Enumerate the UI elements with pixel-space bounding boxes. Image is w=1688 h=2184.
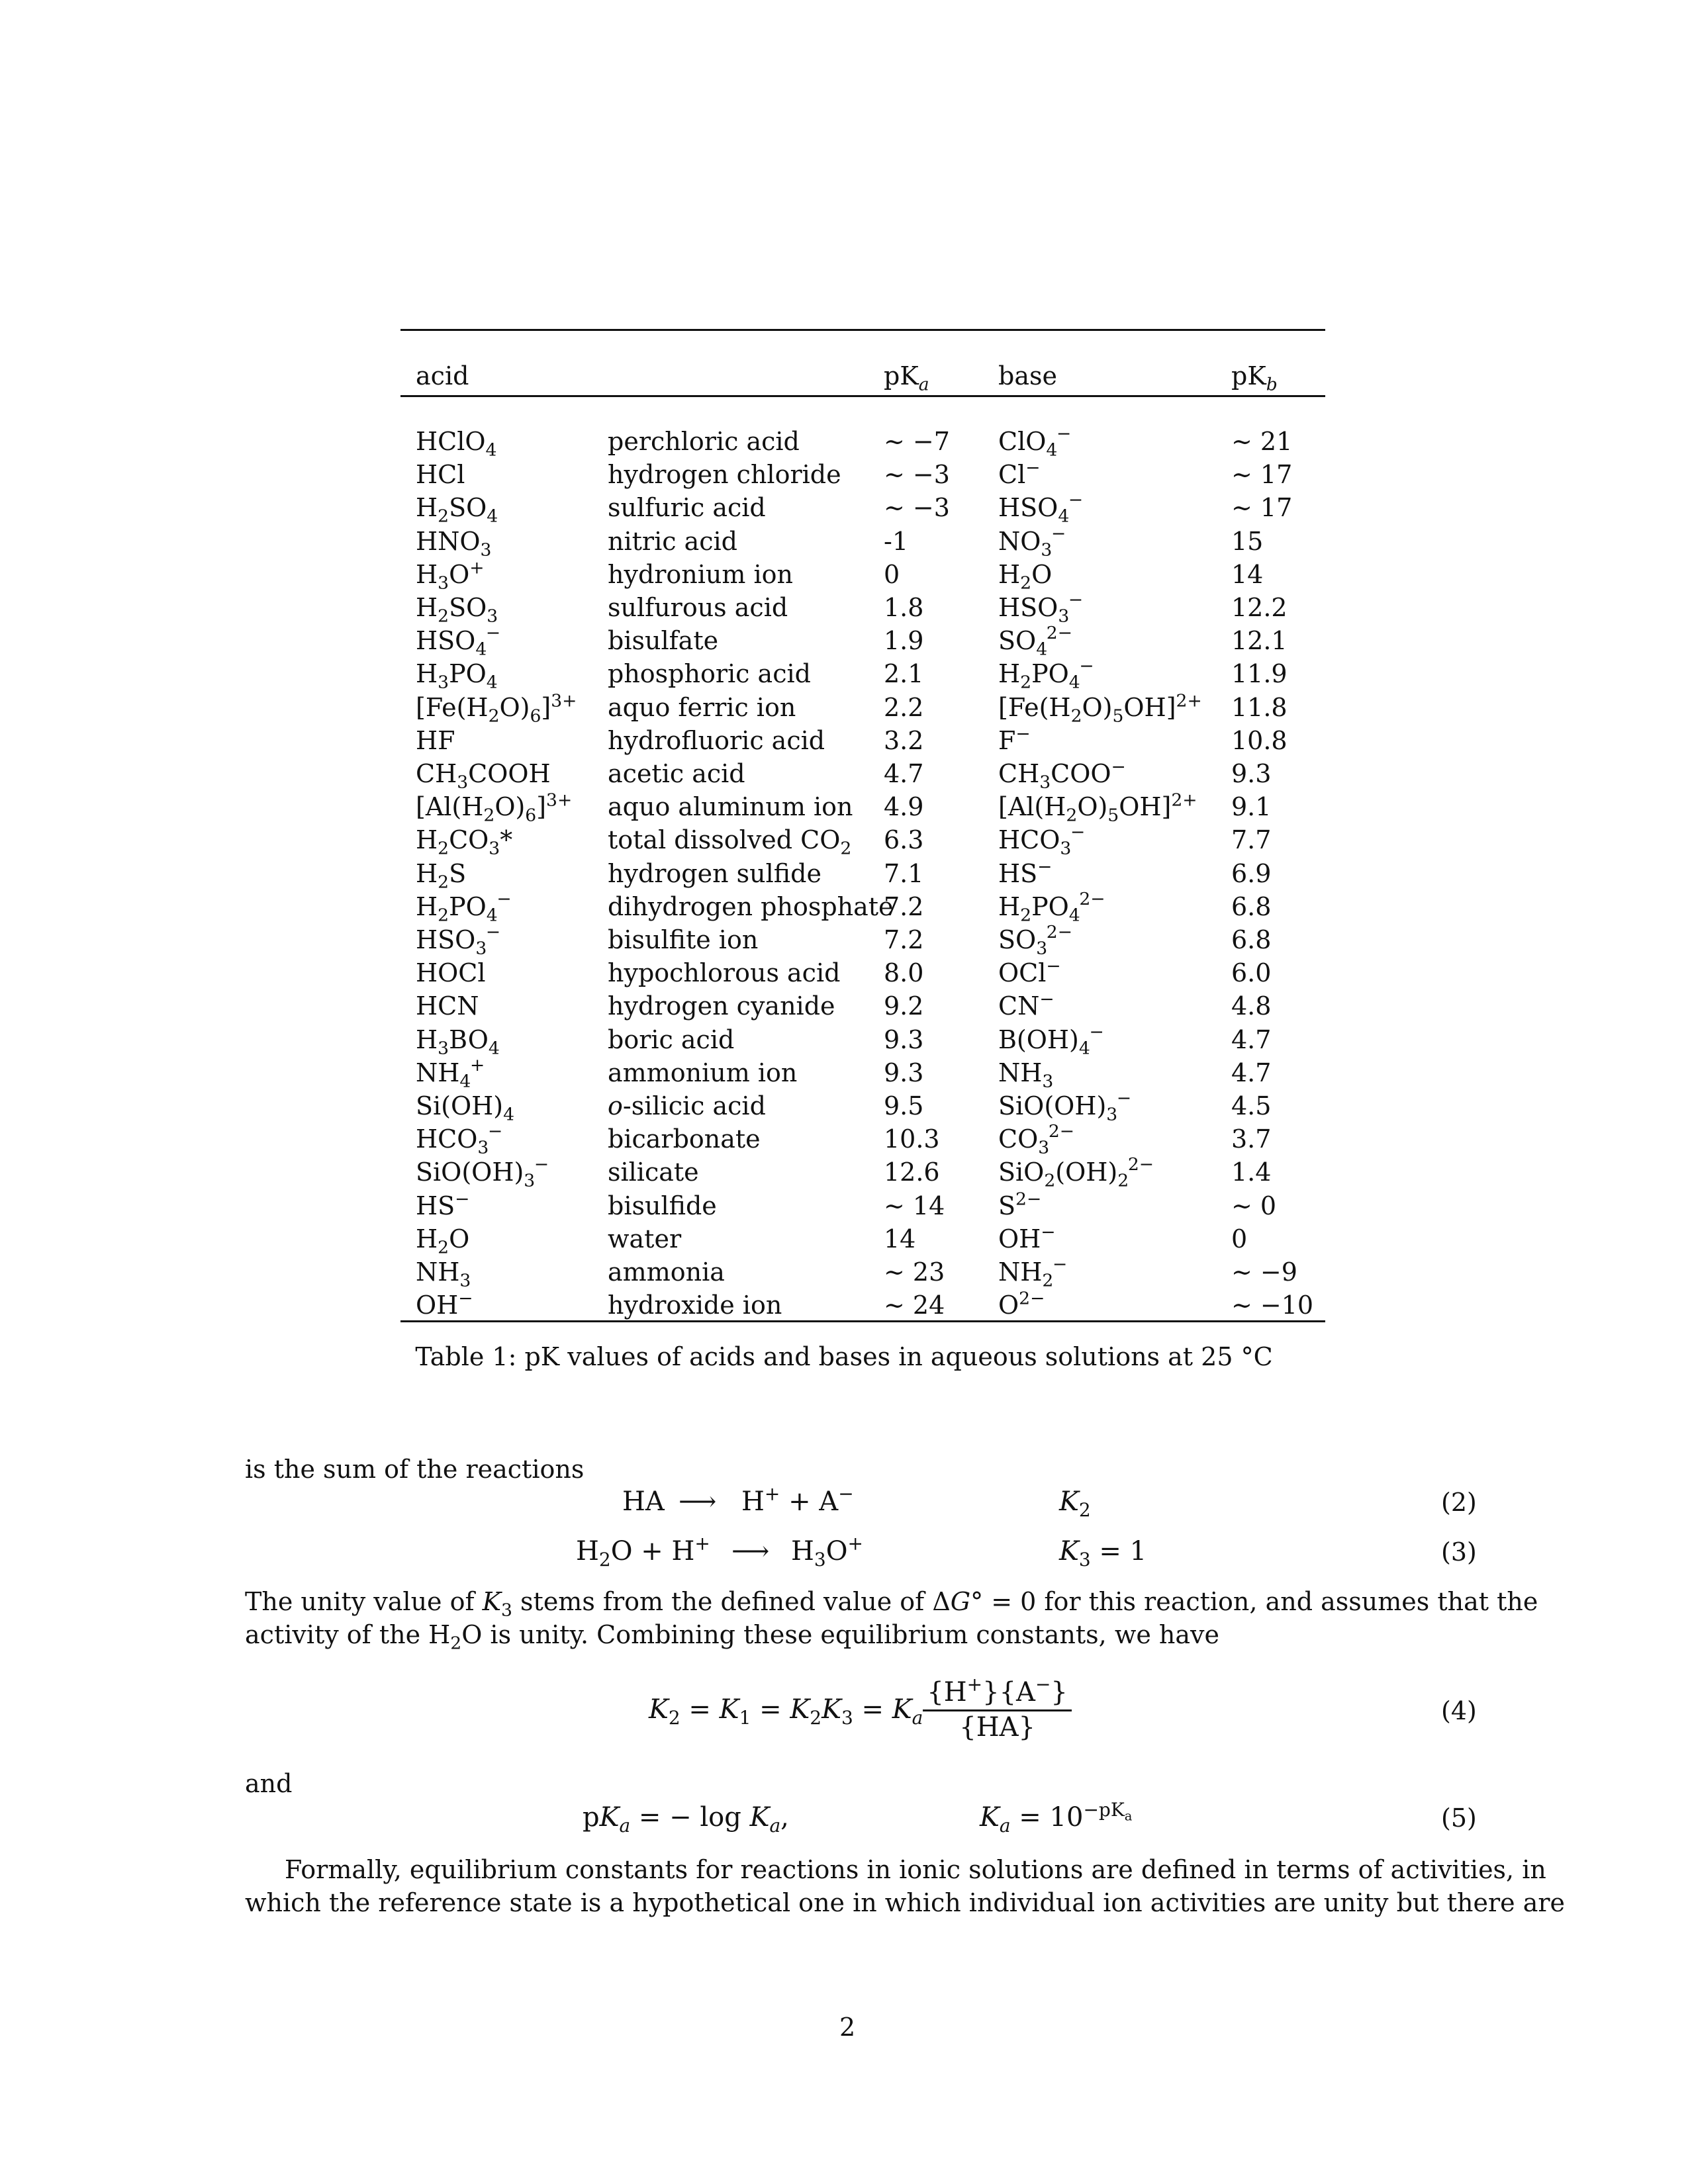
cell-pkb: 0 bbox=[1231, 1224, 1248, 1253]
eq2-lhs: HA bbox=[622, 1486, 665, 1517]
eq3-constant: $K_3 = 1$ bbox=[1059, 1536, 1147, 1570]
cell-pka: ∼ −3 bbox=[884, 493, 950, 523]
cell-base: $NH_3$ bbox=[998, 1058, 1054, 1092]
cell-base: OCl− bbox=[998, 956, 1061, 988]
cell-pka: 7.1 bbox=[884, 858, 924, 888]
table-row bbox=[400, 623, 1325, 660]
cell-base: $H_2O$ bbox=[998, 559, 1053, 594]
cell-pkb: 9.3 bbox=[1231, 759, 1272, 788]
table-row bbox=[400, 557, 1325, 594]
table-row bbox=[400, 1122, 1325, 1156]
cell-name: ammonia bbox=[608, 1257, 725, 1287]
eq4 bbox=[649, 1673, 1072, 1746]
cell-pkb: ∼ −10 bbox=[1231, 1291, 1314, 1320]
cell-name: acetic acid bbox=[608, 759, 745, 788]
table-row bbox=[400, 1088, 1325, 1125]
cell-pka: 0 bbox=[884, 559, 900, 589]
cell-base: F− bbox=[998, 723, 1031, 755]
cell-pka: 9.3 bbox=[884, 1058, 924, 1087]
cell-name: hydronium ion bbox=[608, 559, 794, 589]
table-header bbox=[400, 359, 1325, 395]
header-pkb: $pK_b$ bbox=[1231, 361, 1278, 395]
table-row bbox=[400, 888, 1325, 926]
cell-base: Cl− bbox=[998, 457, 1041, 490]
eq5-pka: $pK_a$ = − $\log K_a$, bbox=[583, 1802, 789, 1837]
cell-pkb: ∼ 17 bbox=[1231, 493, 1293, 523]
cell-pka: ∼ 23 bbox=[884, 1257, 945, 1287]
cell-pka: ∼ 24 bbox=[884, 1291, 945, 1320]
cell-acid: $H_3O^+$ bbox=[416, 557, 485, 594]
cell-name: sulfuric acid bbox=[608, 493, 766, 523]
table-row bbox=[400, 956, 1325, 989]
page-number: 2 bbox=[839, 2013, 856, 2042]
cell-pkb: 4.7 bbox=[1231, 1058, 1272, 1087]
eq5-number: (5) bbox=[1441, 1803, 1477, 1833]
cell-acid: HCl bbox=[416, 460, 465, 490]
cell-pka: 9.2 bbox=[884, 991, 924, 1021]
eq5-ka: $K_a = 10^{-pK_a}$ bbox=[980, 1798, 1133, 1837]
cell-name: total dissolved $CO_2$ bbox=[608, 825, 852, 859]
cell-acid: HOCl bbox=[416, 958, 486, 988]
table-row bbox=[400, 989, 1325, 1023]
cell-base: OH− bbox=[998, 1222, 1056, 1253]
table-row bbox=[400, 656, 1325, 693]
table-row bbox=[400, 690, 1325, 727]
cell-pka: 4.9 bbox=[884, 792, 924, 822]
cell-pka: 1.8 bbox=[884, 593, 924, 622]
eq4-denominator: {HA} bbox=[959, 1711, 1035, 1743]
cell-pka: 12.6 bbox=[884, 1158, 940, 1187]
cell-base: $H_2PO_4-$ bbox=[998, 656, 1094, 693]
cell-pkb: 3.7 bbox=[1231, 1124, 1272, 1154]
cell-acid: $H_2S$ bbox=[416, 858, 467, 893]
cell-acid: $HNO_3$ bbox=[416, 526, 492, 561]
cell-pka: 10.3 bbox=[884, 1124, 940, 1154]
cell-pkb: 15 bbox=[1231, 526, 1264, 556]
cell-name: o-silicic acid bbox=[608, 1091, 766, 1120]
cell-acid: $NH_3$ bbox=[416, 1257, 471, 1291]
cell-pka: ∼ −3 bbox=[884, 460, 950, 490]
table-row bbox=[400, 1054, 1325, 1092]
cell-pkb: 14 bbox=[1231, 559, 1264, 589]
cell-acid: HS− bbox=[416, 1188, 470, 1220]
cell-pkb: 1.4 bbox=[1231, 1158, 1272, 1187]
cell-pka: 1.9 bbox=[884, 626, 924, 656]
cell-base: $CH_3COO^-$ bbox=[998, 756, 1126, 793]
cell-base: $NO_3-$ bbox=[998, 523, 1066, 561]
cell-pkb: 4.7 bbox=[1231, 1024, 1272, 1054]
cell-pka: 9.3 bbox=[884, 1024, 924, 1054]
cell-base: $[Fe(H_2O)_5OH]^{2+}$ bbox=[998, 690, 1202, 727]
cell-pkb: ∼ −9 bbox=[1231, 1257, 1297, 1287]
header-acid: acid bbox=[416, 361, 469, 390]
table-row bbox=[400, 1021, 1325, 1059]
header-pka: $pK_a$ bbox=[884, 361, 929, 395]
cell-pkb: 11.8 bbox=[1231, 692, 1288, 722]
cell-acid: OH− bbox=[416, 1288, 473, 1320]
table-row bbox=[400, 922, 1325, 959]
cell-name: sulfurous acid bbox=[608, 593, 788, 622]
table-row bbox=[400, 424, 1325, 461]
eq2-arrow: ⟶ bbox=[679, 1486, 717, 1517]
cell-acid: $[Al(H_2O)_6]^{3+}$ bbox=[416, 790, 573, 826]
cell-pka: 2.2 bbox=[884, 692, 924, 722]
cell-pkb: 6.0 bbox=[1231, 958, 1272, 988]
eq2-constant: $K_2$ bbox=[1059, 1486, 1091, 1521]
eq3-lhs: $H_2O + H^+$ bbox=[576, 1532, 710, 1570]
table-row bbox=[400, 756, 1325, 793]
table-row bbox=[400, 1289, 1325, 1322]
table-row bbox=[400, 790, 1325, 826]
cell-pka: 8.0 bbox=[884, 958, 924, 988]
cell-name: bisulfide bbox=[608, 1191, 717, 1220]
cell-base: $SO_32-$ bbox=[998, 922, 1072, 959]
cell-name: hydrogen cyanide bbox=[608, 991, 835, 1021]
cell-base: $HSO_4-$ bbox=[998, 490, 1084, 527]
cell-acid: $H_2CO_3*$ bbox=[416, 825, 513, 859]
table-row bbox=[400, 1222, 1325, 1258]
cell-name: boric acid bbox=[608, 1024, 735, 1054]
cell-acid: HCN bbox=[416, 991, 479, 1021]
table-row bbox=[400, 523, 1325, 561]
eq3-arrow: ⟶ bbox=[731, 1536, 770, 1567]
cell-base: CN− bbox=[998, 989, 1055, 1021]
cell-name: bicarbonate bbox=[608, 1124, 761, 1154]
cell-name: hydrogen sulfide bbox=[608, 858, 821, 888]
cell-base: $[Al(H_2O)_5OH]^{2+}$ bbox=[998, 790, 1197, 826]
cell-base: ClO$_4$− bbox=[998, 424, 1072, 461]
cell-base: $H_2PO_42-$ bbox=[998, 888, 1105, 926]
cell-acid: $NH_4+$ bbox=[416, 1054, 485, 1092]
cell-acid: $H_2SO_4$ bbox=[416, 493, 498, 527]
cell-pkb: 6.8 bbox=[1231, 925, 1272, 954]
cell-pka: 7.2 bbox=[884, 891, 924, 921]
table-row bbox=[400, 1156, 1325, 1189]
eq4-number: (4) bbox=[1441, 1696, 1477, 1725]
paragraph-2-line-2: which the reference state is a hypothetical one in which individual ion activities are unity but there are bbox=[245, 1888, 1565, 1917]
header-base: base bbox=[998, 361, 1057, 390]
cell-base: $S^{2-}$ bbox=[998, 1188, 1042, 1220]
table-row bbox=[400, 724, 1325, 757]
cell-base: $O^{2-}$ bbox=[998, 1288, 1045, 1320]
cell-base: $SiO_2(OH)_22-$ bbox=[998, 1154, 1154, 1191]
cell-name: nitric acid bbox=[608, 526, 737, 556]
cell-pkb: 12.1 bbox=[1231, 626, 1288, 656]
cell-name: perchloric acid bbox=[608, 427, 800, 456]
cell-name: hydrofluoric acid bbox=[608, 725, 825, 755]
cell-base: $NH_2-$ bbox=[998, 1254, 1068, 1291]
cell-acid: $CH_3COOH$ bbox=[416, 759, 551, 793]
cell-name: ammonium ion bbox=[608, 1058, 798, 1087]
cell-acid: HClO$_4$ bbox=[416, 427, 497, 461]
cell-base: $SO_42-$ bbox=[998, 623, 1072, 660]
cell-acid: $SiO(OH)_3-$ bbox=[416, 1154, 549, 1191]
cell-base: $B(OH)_4-$ bbox=[998, 1021, 1104, 1059]
cell-pkb: 4.8 bbox=[1231, 991, 1272, 1021]
cell-name: aquo aluminum ion bbox=[608, 792, 853, 822]
cell-name: phosphoric acid bbox=[608, 659, 811, 689]
cell-pkb: 4.5 bbox=[1231, 1091, 1272, 1120]
cell-acid: $H_2PO_4-$ bbox=[416, 888, 512, 926]
cell-pka: ∼ −7 bbox=[884, 427, 950, 456]
cell-pkb: ∼ 21 bbox=[1231, 427, 1293, 456]
table-row bbox=[400, 490, 1325, 527]
cell-base: HS− bbox=[998, 856, 1053, 888]
cell-pkb: 10.8 bbox=[1231, 725, 1288, 755]
cell-name: hydroxide ion bbox=[608, 1291, 782, 1320]
cell-pkb: 12.2 bbox=[1231, 593, 1288, 622]
cell-pkb: ∼ 0 bbox=[1231, 1191, 1277, 1220]
cell-name: dihydrogen phosphate bbox=[608, 891, 894, 921]
cell-base: $SiO(OH)_3-$ bbox=[998, 1088, 1132, 1125]
cell-name: hypochlorous acid bbox=[608, 958, 841, 988]
cell-pka: 9.5 bbox=[884, 1091, 924, 1120]
cell-pkb: 6.9 bbox=[1231, 858, 1272, 888]
table-row bbox=[400, 1189, 1325, 1222]
table-caption: Table 1: pK values of acids and bases in aqueous solutions at 25 °C bbox=[415, 1342, 1273, 1371]
cell-name: bisulfite ion bbox=[608, 925, 759, 954]
cell-name: water bbox=[608, 1224, 682, 1253]
table-row bbox=[400, 856, 1325, 893]
cell-pka: 3.2 bbox=[884, 725, 924, 755]
paragraph-2-line-1: Formally, equilibrium constants for reactions in ionic solutions are defined in terms of activities, in bbox=[285, 1855, 1546, 1884]
cell-name: silicate bbox=[608, 1158, 699, 1187]
cell-name: hydrogen chloride bbox=[608, 460, 841, 490]
cell-acid: $H_3BO_4$ bbox=[416, 1024, 500, 1059]
and-text: and bbox=[245, 1769, 293, 1798]
cell-pkb: 6.8 bbox=[1231, 891, 1272, 921]
table-row bbox=[400, 458, 1325, 491]
paragraph-1-line-1: The unity value of $K_3$ stems from the defined value of ΔG° = 0 for this reaction, and assumes that the bbox=[245, 1587, 1538, 1621]
cell-acid: $Si(OH)_4$ bbox=[416, 1091, 515, 1125]
cell-pkb: 7.7 bbox=[1231, 825, 1272, 855]
cell-acid: $HSO_3-$ bbox=[416, 922, 501, 959]
cell-pkb: 9.1 bbox=[1231, 792, 1272, 822]
table-row bbox=[400, 822, 1325, 859]
eq3-number: (3) bbox=[1441, 1537, 1477, 1567]
cell-base: $HSO_3-$ bbox=[998, 590, 1084, 627]
eq4-lhs: $K_2 = K_1 = K_2K_3 = K_a$ bbox=[649, 1694, 923, 1729]
cell-name: bisulfate bbox=[608, 626, 719, 656]
cell-acid: $[Fe(H_2O)_6]^{3+}$ bbox=[416, 690, 577, 727]
cell-pkb: 11.9 bbox=[1231, 659, 1288, 689]
eq4-fraction bbox=[923, 1673, 1072, 1743]
cell-name: aquo ferric ion bbox=[608, 692, 796, 722]
cell-acid: HF bbox=[416, 725, 455, 755]
cell-acid: $H_3PO_4$ bbox=[416, 659, 498, 693]
cell-acid: $HCO_3-$ bbox=[416, 1121, 503, 1158]
eq4-numerator: {H+}{A−} bbox=[923, 1676, 1072, 1711]
cell-pkb: ∼ 17 bbox=[1231, 460, 1293, 490]
cell-pka: 6.3 bbox=[884, 825, 924, 855]
eq2-number: (2) bbox=[1441, 1488, 1477, 1517]
cell-acid: $H_2SO_3$ bbox=[416, 593, 498, 627]
table-row bbox=[400, 590, 1325, 627]
table-top-rule bbox=[400, 329, 1325, 331]
cell-acid: $H_2O$ bbox=[416, 1224, 470, 1258]
cell-acid: $HSO_4-$ bbox=[416, 623, 501, 660]
cell-base: $CO_32-$ bbox=[998, 1121, 1075, 1158]
cell-pka: ∼ 14 bbox=[884, 1191, 945, 1220]
cell-pka: 7.2 bbox=[884, 925, 924, 954]
eq3-rhs: $H_3O^+$ bbox=[791, 1532, 863, 1570]
table-row bbox=[400, 1255, 1325, 1289]
intro-text: is the sum of the reactions bbox=[245, 1455, 585, 1484]
paragraph-1-line-2: activity of the $H_2O$ is unity. Combining these equilibrium constants, we have bbox=[245, 1620, 1220, 1654]
table-header-rule bbox=[400, 395, 1325, 397]
cell-pka: 14 bbox=[884, 1224, 916, 1253]
cell-pka: 2.1 bbox=[884, 659, 924, 689]
eq2-rhs: H+ + A− bbox=[741, 1482, 854, 1517]
cell-pka: 4.7 bbox=[884, 759, 924, 788]
cell-base: $HCO_3-$ bbox=[998, 822, 1086, 859]
cell-pka: -1 bbox=[884, 526, 909, 556]
